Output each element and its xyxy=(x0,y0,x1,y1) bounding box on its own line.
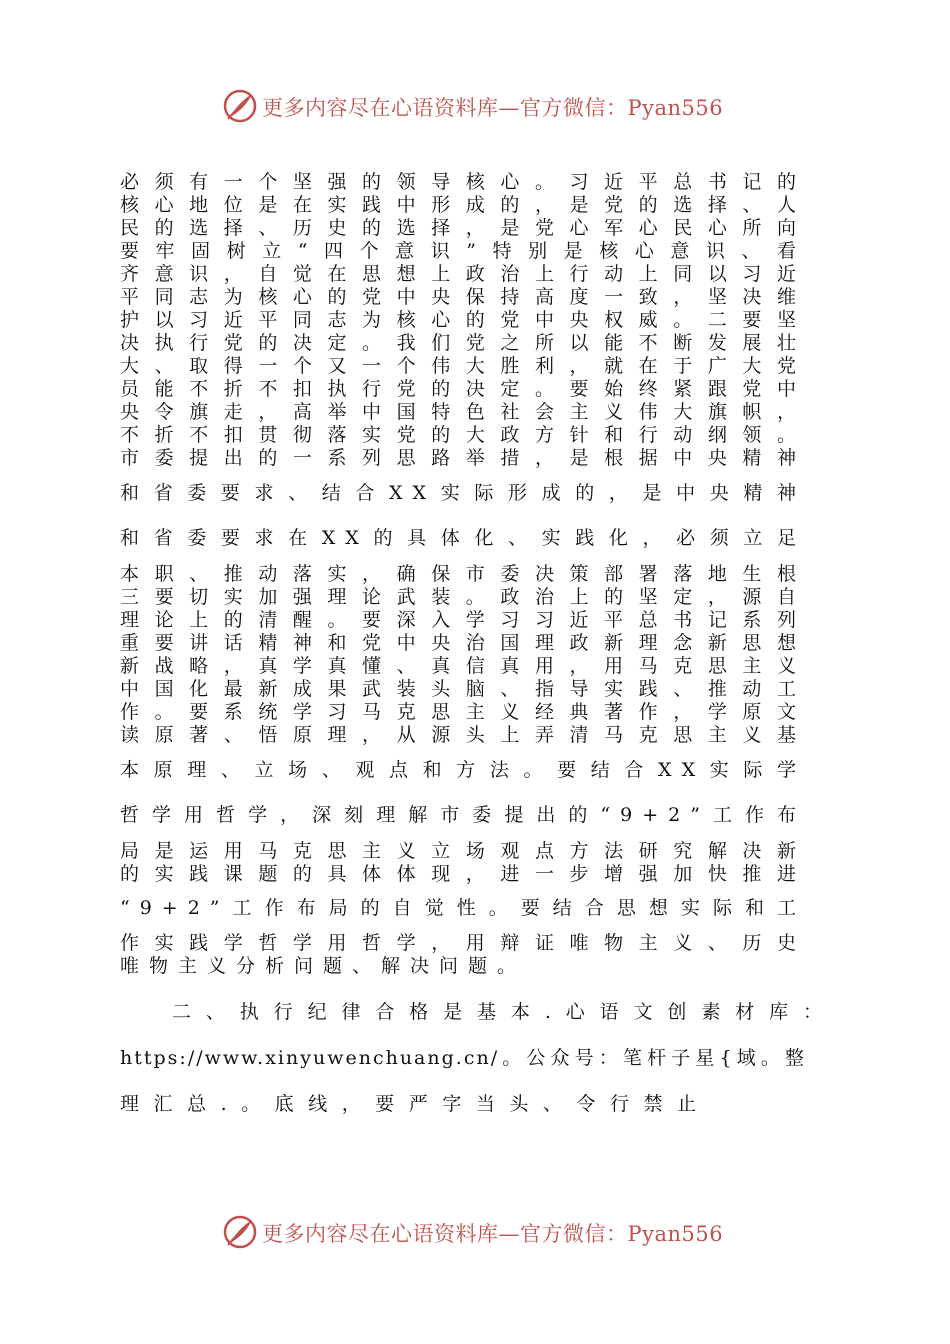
text-line: 和省委要求在XX的具体化、实践化，必须立足 xyxy=(120,527,806,549)
text-line: “9+2”工作布局的自觉性。要结合思想实际和工 xyxy=(120,897,806,919)
text-line: 核心地位是在实践中形成的，是党的选择、人 xyxy=(120,194,806,216)
quill-logo-icon xyxy=(222,88,258,124)
text-line: 哲学用哲学，深刻理解市委提出的“9+2”工作布 xyxy=(120,804,806,826)
text-line: 和省委要求、结合XX实际形成的，是中央精神 xyxy=(120,482,806,504)
text-line: 读原著、悟原理，从源头上弄清马克思主义基 xyxy=(120,724,806,746)
text-line: 作实践学哲学用哲学，用辩证唯物主义、历史 xyxy=(120,932,806,954)
text-line: 新战略，真学真懂、真信真用，用马克思主义 xyxy=(120,655,806,677)
text-line: 中国化最新成果武装头脑、指导实践、推动工 xyxy=(120,678,806,700)
quill-logo-icon xyxy=(222,1214,258,1250)
text-line: 要牢固树立“四个意识”特别是核心意识、看 xyxy=(120,240,806,262)
text-line: 本原理、立场、观点和方法。要结合XX实际学 xyxy=(120,759,806,781)
footer-banner xyxy=(222,1212,722,1252)
text-line: 局是运用马克思主义立场观点方法研究解决新 xyxy=(120,840,806,862)
banner-text: 更多内容尽在心语资料库—官方微信：Pyan556 xyxy=(262,96,724,120)
text-line: 不折不扣贯彻落实党的大政方针和行动纲领。 xyxy=(120,424,806,446)
text-line: 决执行党的决定。我们党之所以能不断发展壮 xyxy=(120,332,806,354)
text-line: 本职、推动落实，确保市委决策部署落地生根 xyxy=(120,563,806,585)
text-line: 重要讲话精神和党中央治国理政新理念新思想 xyxy=(120,632,806,654)
text-line: 理汇总.。底线，要严字当头、令行禁止 xyxy=(120,1093,706,1115)
text-line: 唯物主义分析问题、解决问题。 xyxy=(120,955,527,977)
text-line: 作。要系统学习马克思主义经典著作，学原文 xyxy=(120,701,806,723)
text-line: 齐意识，自觉在思想上政治上行动上同以习近 xyxy=(120,263,806,285)
header-banner xyxy=(222,86,722,126)
text-line: 的实践课题的具体体现，进一步增强加快推进 xyxy=(120,863,806,885)
text-line: 员能不折不扣执行党的决定。要始终紧跟党中 xyxy=(120,378,806,400)
text-line: 三要切实加强理论武装。政治上的坚定，源自 xyxy=(120,586,806,608)
text-line: 护以习近平同志为核心的党中央权威。二要坚 xyxy=(120,309,806,331)
text-line: 民的选择、历史的选择，是党心军心民心所向 xyxy=(120,217,806,239)
text-line: 平同志为核心的党中央保持高度一致，坚决维 xyxy=(120,286,806,308)
text-line: 央令旗走，高举中国特色社会主义伟大旗帜， xyxy=(120,401,806,423)
text-line: 市委提出的一系列思路举措，是根据中央精神 xyxy=(120,447,806,469)
text-line: https://www.xinyuwenchuang.cn/。公众号：笔杆子星{域。整 xyxy=(120,1047,806,1069)
section-heading: 二、执行纪律合格是基本.心语文创素材库： xyxy=(172,1001,832,1023)
text-line: 大、取得一个又一个伟大胜利，就在于广大党 xyxy=(120,355,806,377)
text-line: 理论上的清醒。要深入学习习近平总书记系列 xyxy=(120,609,806,631)
banner-text: 更多内容尽在心语资料库—官方微信：Pyan556 xyxy=(262,1222,724,1246)
text-line: 必须有一个坚强的领导核心。习近平总书记的 xyxy=(120,171,806,193)
